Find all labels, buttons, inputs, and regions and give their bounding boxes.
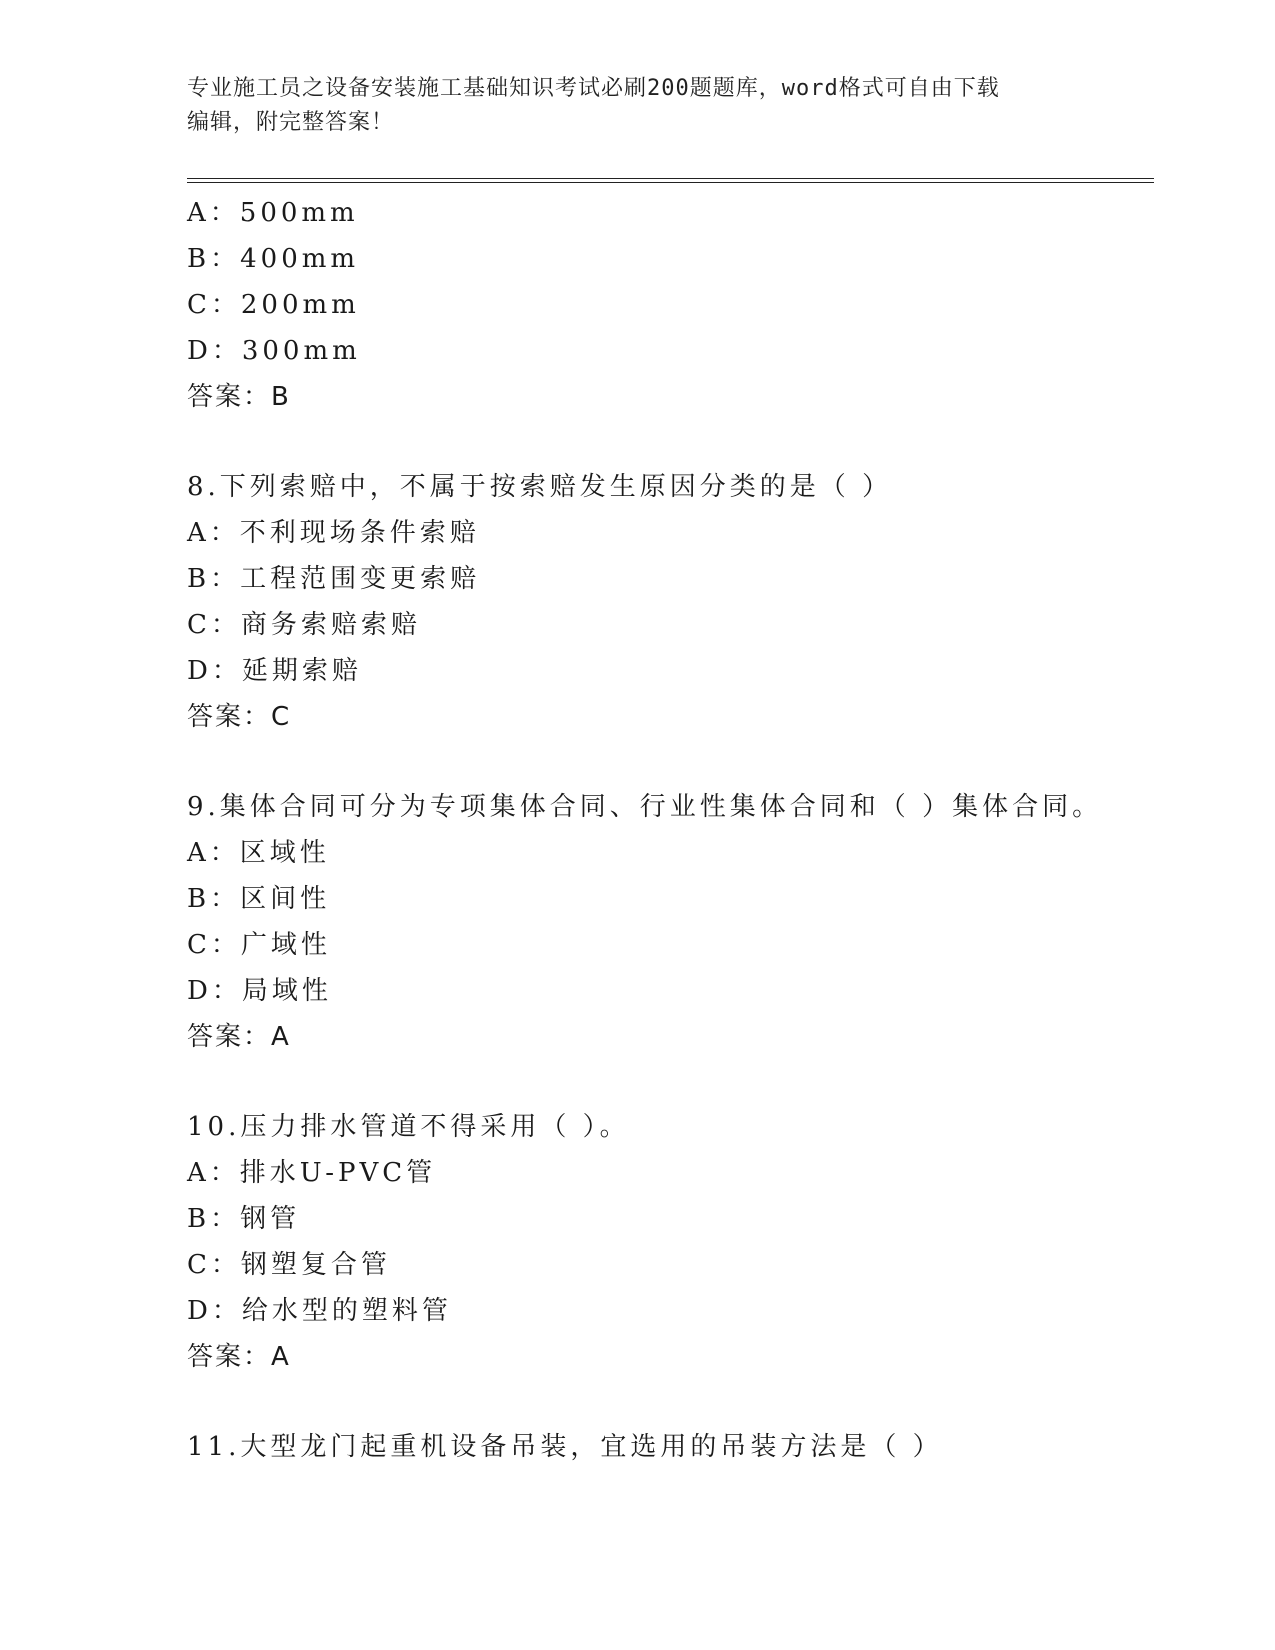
option-a: A：500mm (187, 198, 359, 228)
question-stem: 8.下列索赔中，不属于按索赔发生原因分类的是（ ） (187, 472, 893, 502)
option-d: D：300mm (187, 336, 361, 366)
question-7-continued (187, 190, 1147, 420)
question-stem: 11.大型龙门起重机设备吊装，宜选用的吊装方法是（ ） (187, 1432, 943, 1462)
option-c: C：钢塑复合管 (187, 1250, 391, 1280)
option-a: A：排水U-PVC管 (187, 1158, 437, 1188)
answer-line: 答案：A (187, 1342, 291, 1372)
spacer (187, 420, 1147, 464)
spacer (187, 1380, 1147, 1424)
option-b: B：钢管 (187, 1204, 301, 1234)
option-c: C：商务索赔索赔 (187, 610, 421, 640)
header-rule-top (187, 178, 1154, 179)
question-list (187, 190, 1147, 1470)
header-line-2: 编辑，附完整答案！ (187, 110, 395, 135)
option-a: A：区域性 (187, 838, 330, 868)
spacer (187, 740, 1147, 784)
question-9 (187, 784, 1147, 1060)
header-rule-bottom (187, 182, 1154, 183)
answer-line: 答案：B (187, 382, 291, 412)
document-header (187, 72, 1067, 140)
option-c: C：广域性 (187, 930, 331, 960)
option-b: B：工程范围变更索赔 (187, 564, 481, 594)
option-d: D：局域性 (187, 976, 332, 1006)
question-stem: 9.集体合同可分为专项集体合同、行业性集体合同和（ ）集体合同。 (187, 792, 1103, 822)
question-10 (187, 1104, 1147, 1380)
spacer (187, 1060, 1147, 1104)
answer-line: 答案：C (187, 702, 292, 732)
question-11 (187, 1424, 1147, 1470)
option-a: A：不利现场条件索赔 (187, 518, 480, 548)
option-b: B：400mm (187, 244, 360, 274)
question-8 (187, 464, 1147, 740)
option-c: C：200mm (187, 290, 360, 320)
header-line-1: 专业施工员之设备安装施工基础知识考试必刷200题题库，word格式可自由下载 (187, 76, 1000, 101)
answer-line: 答案：A (187, 1022, 291, 1052)
question-stem: 10.压力排水管道不得采用（ ）。 (187, 1112, 630, 1142)
option-d: D：延期索赔 (187, 656, 362, 686)
option-d: D：给水型的塑料管 (187, 1296, 452, 1326)
option-b: B：区间性 (187, 884, 331, 914)
